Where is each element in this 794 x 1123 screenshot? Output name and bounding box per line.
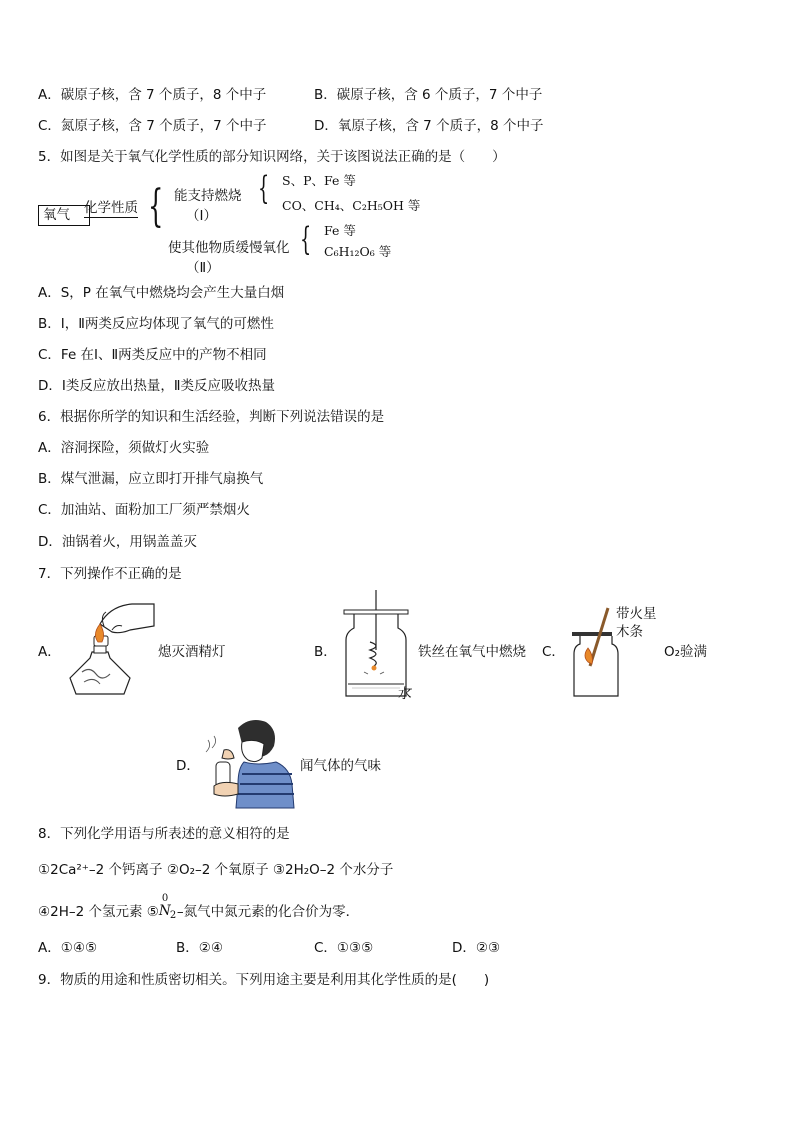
diagram-main-brace: { — [148, 181, 164, 232]
q6-option-b[interactable]: B．煤气泄漏，应立即打开排气扇换气 — [38, 471, 264, 487]
diagram-chemical-property: 化学性质 — [84, 196, 138, 218]
q8-items-line2-prefix: ④2H–2 个氢元素 ⑤ — [38, 904, 159, 920]
q6-option-a[interactable]: A．溶洞探险，须做灯火实验 — [38, 440, 210, 456]
q7-option-d-caption: 闻气体的气味 — [300, 758, 381, 774]
diagram-type1-item1: S、P、Fe 等 — [282, 173, 356, 188]
valence-zero: 0 — [161, 893, 169, 904]
q7-option-b-letter[interactable]: B． — [314, 644, 337, 660]
q8-items-line1: ①2Ca²⁺–2 个钙离子 ②O₂–2 个氧原子 ③2H₂O–2 个水分子 — [38, 862, 394, 878]
q8-option-d[interactable]: D．②③ — [452, 940, 501, 956]
q8-option-b[interactable]: B．②④ — [176, 940, 223, 956]
q7-option-b-caption: 铁丝在氧气中燃烧 — [418, 644, 526, 660]
diagram-type2-item1: Fe 等 — [324, 223, 356, 238]
q7-option-a-letter[interactable]: A． — [38, 644, 61, 660]
q4-option-a[interactable]: A．碳原子核，含 7 个质子，8 个中子 — [38, 87, 267, 103]
alcohol-lamp-blowing-illustration — [60, 596, 156, 700]
q4-option-d[interactable]: D．氧原子核，含 7 个质子，8 个中子 — [314, 118, 544, 134]
diagram-type2-item2: C₆H₁₂O₆ 等 — [324, 244, 392, 259]
diagram-type2-label: 使其他物质缓慢氧化 — [168, 240, 290, 256]
q7-option-d-letter[interactable]: D． — [176, 758, 200, 774]
q5-option-d[interactable]: D．Ⅰ类反应放出热量，Ⅱ类反应吸收热量 — [38, 378, 276, 394]
diagram-type1-brace: { — [258, 169, 270, 207]
q7-option-c-label-line2: 木条 — [616, 624, 643, 640]
q7-option-a-caption: 熄灭酒精灯 — [158, 644, 226, 660]
nitrogen-valence-notation — [158, 893, 177, 921]
q6-option-c[interactable]: C．加油站、面粉加工厂须严禁烟火 — [38, 502, 250, 518]
diagram-type1-item2: CO、CH₄、C₂H₅OH 等 — [282, 198, 421, 213]
diagram-type2-number: （Ⅱ） — [186, 260, 220, 276]
q6-stem: 6．根据你所学的知识和生活经验，判断下列说法错误的是 — [38, 409, 385, 425]
diagram-type1-label: 能支持燃烧 — [174, 188, 242, 204]
q8-option-a[interactable]: A．①④⑤ — [38, 940, 98, 956]
diagram-type2-brace: { — [300, 220, 312, 258]
diagram-type1-number: （Ⅰ） — [186, 208, 217, 224]
q7-option-c-label-line1: 带火星 — [616, 606, 657, 622]
q8-stem: 8．下列化学用语与所表述的意义相符的是 — [38, 826, 290, 842]
q4-option-b[interactable]: B．碳原子核，含 6 个质子，7 个中子 — [314, 87, 543, 103]
q5-option-b[interactable]: B．Ⅰ，Ⅱ两类反应均体现了氧气的可燃性 — [38, 316, 274, 332]
q5-stem: 5．如图是关于氧气化学性质的部分知识网络，关于该图说法正确的是（ ） — [38, 149, 506, 165]
smelling-gas-illustration — [198, 714, 298, 810]
q7-option-b-water-label: 水 — [398, 686, 412, 702]
q5-option-a[interactable]: A．S，P 在氧气中燃烧均会产生大量白烟 — [38, 285, 285, 301]
diagram-root-oxygen: 氧气 — [38, 205, 90, 226]
nitrogen-symbol: N — [158, 903, 171, 919]
q8-items-line2-suffix: –氮气中氮元素的化合价为零． — [176, 904, 360, 920]
q4-option-c[interactable]: C．氮原子核，含 7 个质子，7 个中子 — [38, 118, 267, 134]
q7-option-c-letter[interactable]: C． — [542, 644, 565, 660]
q8-items-line2 — [38, 893, 360, 921]
nitrogen-subscript: 2 — [169, 910, 177, 921]
q5-option-c[interactable]: C．Fe 在Ⅰ、Ⅱ两类反应中的产物不相同 — [38, 347, 267, 363]
q7-stem: 7．下列操作不正确的是 — [38, 566, 182, 582]
q7-option-c-caption: O₂验满 — [664, 644, 708, 660]
q6-option-d[interactable]: D．油锅着火，用锅盖盖灭 — [38, 534, 197, 550]
q8-option-c[interactable]: C．①③⑤ — [314, 940, 374, 956]
q9-stem: 9．物质的用途和性质密切相关。下列用途主要是利用其化学性质的是( ) — [38, 972, 490, 988]
